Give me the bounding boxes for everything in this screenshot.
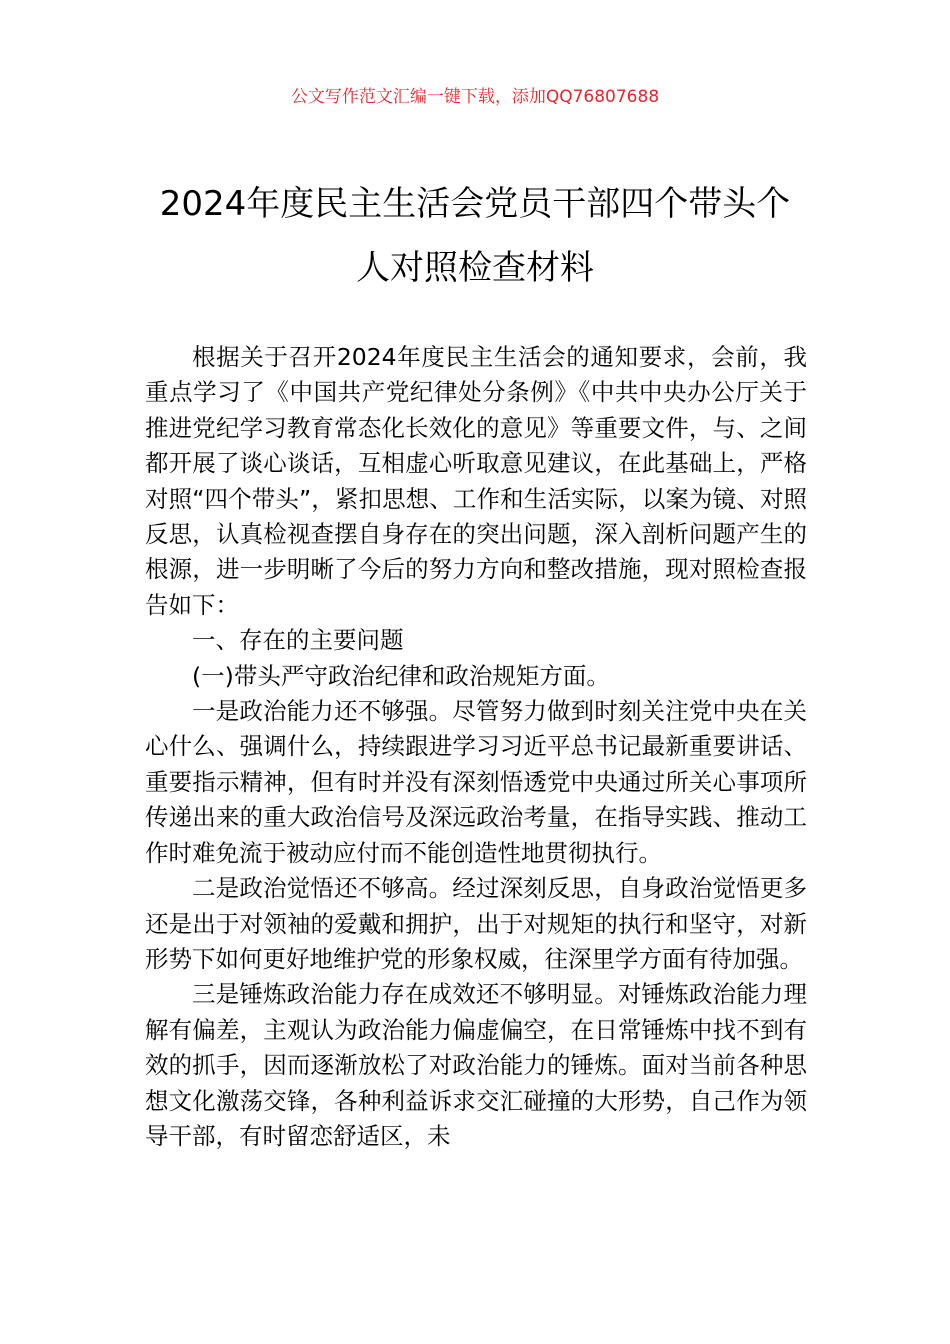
paragraph-point-3: 三是锤炼政治能力存在成效还不够明显。对锤炼政治能力理解有偏差，主观认为政治能力偏虚偏空，在日常锤炼中找不到有效的抓手，因而逐渐放松了对政治能力的锤炼。面对当前各种思想文化激荡交锋，各种利益诉求交汇碰撞的大形势，自己作为领导干部，有时留恋舒适区，未 [145,980,807,1150]
document-body [145,340,807,1154]
paragraph-point-2: 二是政治觉悟还不够高。经过深刻反思，自身政治觉悟更多还是出于对领袖的爱戴和拥护，出于对规矩的执行和坚守，对新形势下如何更好地维护党的形象权威，往深里学方面有待加强。 [145,874,807,973]
download-banner: 公文写作范文汇编一键下载，添加QQ76807688 [290,87,660,107]
paragraph-point-1: 一是政治能力还不够强。尽管努力做到时刻关注党中央在关心什么、强调什么，持续跟进学习习近平总书记最新重要讲话、重要指示精神，但有时并没有深刻悟透党中央通过所关心事项所传递出来的重大政治信号及深远政治考量，在指导实践、推动工作时难免流于被动应付而不能创造性地贯彻执行。 [145,697,807,867]
subsection-heading: (一)带头严守政治纪律和政治规矩方面。 [192,661,610,690]
title-line-1: 2024年度民主生活会党员干部四个带头个 [159,184,791,224]
paragraph-intro: 根据关于召开2024年度民主生活会的通知要求，会前，我重点学习了《中国共产党纪律处分条例》《中共中央办公厅关于推进党纪学习教育常态化长效化的意见》等重要文件，与、之间都开展了谈心谈话，互相虚心听取意见建议，在此基础上，严格对照“四个带头”，紧扣思想、工作和生活实际，以案为镜、对照反思，认真检视查摆自身存在的突出问题，深入剖析问题产生的根源，进一步明晰了今后的努力方向和整改措施，现对照检查报告如下： [145,343,807,619]
title-line-2: 人对照检查材料 [356,248,594,288]
document-title [120,172,830,300]
section-heading: 一、存在的主要问题 [192,626,404,655]
